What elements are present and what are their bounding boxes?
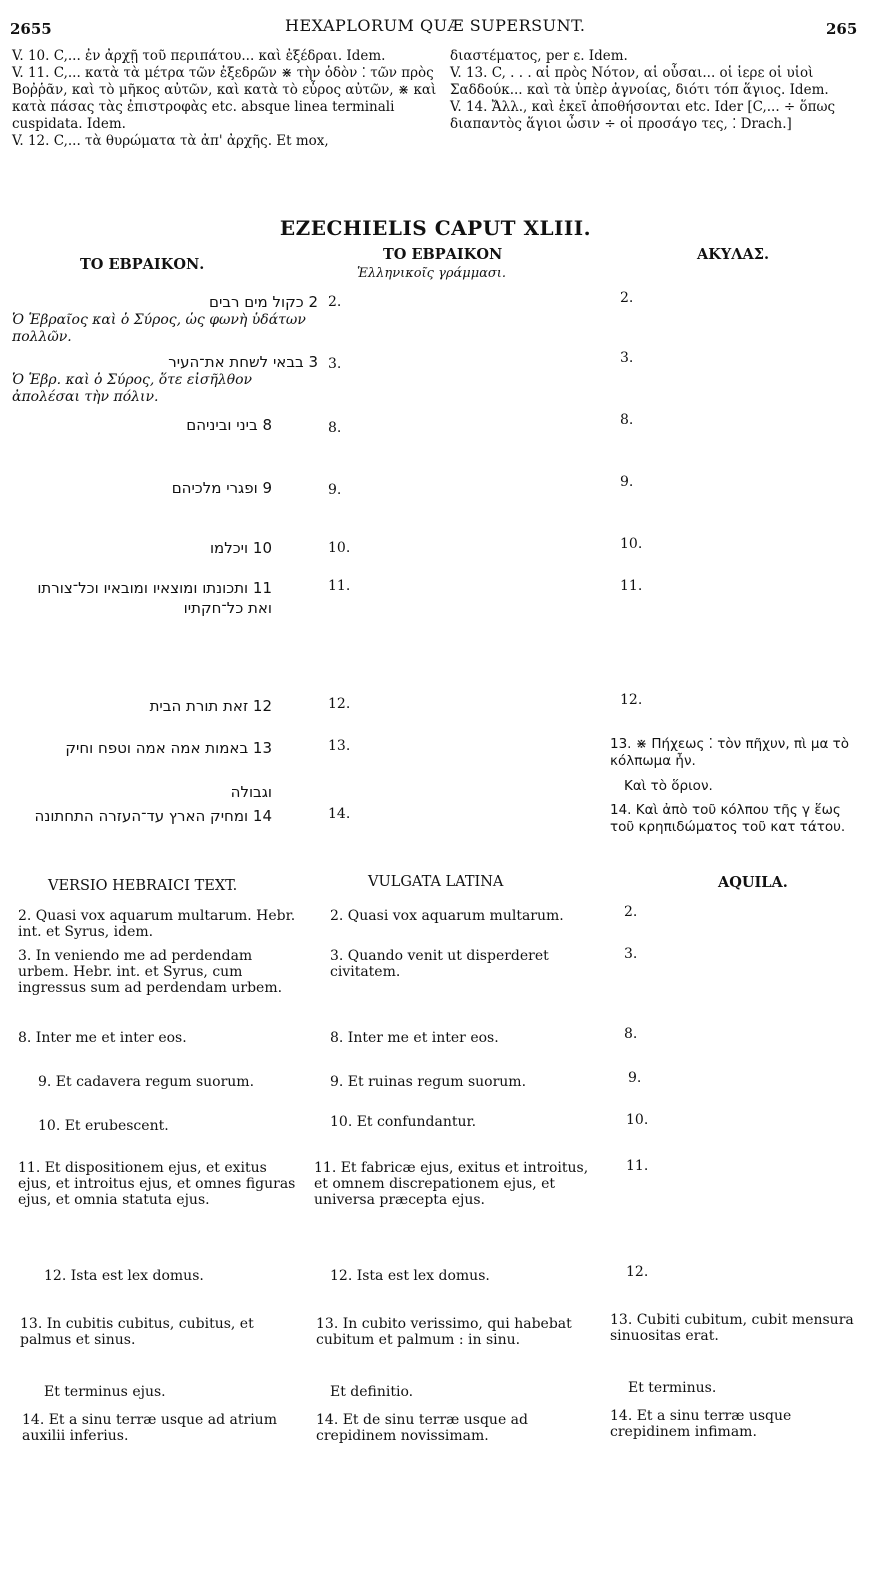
lower-row-13b-col1: Et terminus ejus. bbox=[44, 1384, 166, 1400]
upper-row-10-col3: 10. bbox=[620, 536, 643, 552]
upper-row-10-hebrew: 10 ויכלמו bbox=[209, 539, 272, 557]
lower-row-14-col3: 14. Et a sinu terræ usque crepidinem infimam. bbox=[610, 1408, 792, 1440]
lower-row-2-col3: 2. bbox=[624, 904, 638, 920]
note-v14: V. 14. Ἄλλ., καὶ ἐκεῖ ἀποθήσονται etc. Ider [C,... ÷ ὅπως διαπαντὸς ἅγιοι ὦσιν ÷ οἱ προσάγο τες, ⁚ Drach.] bbox=[450, 99, 836, 132]
lower-row-9-col1: 9. Et cadavera regum suorum. bbox=[38, 1074, 255, 1090]
upper-row-9-col3: 9. bbox=[620, 474, 634, 490]
upper-row-8-col2: 8. bbox=[328, 420, 342, 436]
lower-row-11-col3: 11. bbox=[626, 1158, 649, 1174]
hebrew-text: 3 בבאי לשחת את־העיר bbox=[168, 353, 318, 371]
upper-row-12-col3: 12. bbox=[620, 692, 643, 708]
lower-row-8-col1: 8. Inter me et inter eos. bbox=[18, 1030, 187, 1046]
upper-row-12-col2: 12. bbox=[328, 696, 351, 712]
lower-row-10-col3: 10. bbox=[626, 1112, 649, 1128]
note-v11: V. 11. C,... κατὰ τὰ μέτρα τῶν ἐξεδρῶν ⋇ τὴν ὁδὸν ⁚ τῶν πρὸς Βοῤῥᾶν, καὶ τὸ μῆκος αὐτῶν, καὶ κατὰ τὸ εὖρος αὐτῶν, ⋇ καὶ κατὰ πάσας τὰς ἐπιστροφὰς etc. absque linea terminali cuspidata. Idem. bbox=[12, 65, 437, 132]
header-vulgata: VULGATA LATINA bbox=[368, 874, 504, 890]
upper-row-13b-col3: Καὶ τὸ ὅριον. bbox=[624, 778, 713, 794]
upper-row-11-col2: 11. bbox=[328, 578, 351, 594]
top-notes-left bbox=[12, 48, 440, 150]
header-aquila-greek: ΑΚΥΛΑΣ. bbox=[697, 246, 770, 263]
greek-note: Ὁ Ἑβραῖος καὶ ὁ Σύρος, ὡς φωνὴ ὑδάτων πολλῶν. bbox=[12, 312, 306, 345]
header-versio: VERSIO HEBRAICI TEXT. bbox=[48, 878, 238, 894]
page-number-left: 2655 bbox=[10, 20, 52, 38]
upper-row-11-hebrew: 11 ותכונתו ומוצאיו ומובאיו וכל־צורתו ואת כל־חקתיו bbox=[37, 579, 272, 617]
lower-row-11-col1: 11. Et dispositionem ejus, et exitus ejus, et introitus ejus, et omnes figuras ejus, et omnia statuta ejus. bbox=[18, 1160, 296, 1208]
lower-row-12-col2: 12. Ista est lex domus. bbox=[330, 1268, 490, 1284]
page-number-right: 265 bbox=[826, 20, 858, 38]
lower-row-9-col2: 9. Et ruinas regum suorum. bbox=[330, 1074, 527, 1090]
upper-row-8-col3: 8. bbox=[620, 412, 634, 428]
lower-row-3-col2: 3. Quando venit ut disperderet civitatem. bbox=[330, 948, 549, 980]
upper-row-3-col3: 3. bbox=[620, 350, 634, 366]
upper-row-9-col2: 9. bbox=[328, 482, 342, 498]
note-v13: V. 13. C, . . . αἱ πρὸς Νότον, αἱ οὖσαι... οἱ ἱερε οἱ υἱοὶ Σαδδούκ... καὶ τὰ ὑπὲρ ἀγνοίας, διότι τόπ ἅγιος. Idem. bbox=[450, 65, 829, 98]
header-hebrew: ΤΟ ΕΒΡΑΙΚΟΝ. bbox=[80, 256, 205, 273]
upper-row-2-hebrew bbox=[12, 292, 318, 346]
lower-row-3-col3: 3. bbox=[624, 946, 638, 962]
upper-row-13-col2: 13. bbox=[328, 738, 351, 754]
upper-row-2-col2: 2. bbox=[328, 294, 342, 310]
lower-row-13-col1: 13. In cubitis cubitus, cubitus, et palmus et sinus. bbox=[20, 1316, 254, 1348]
top-notes-right bbox=[450, 48, 860, 133]
upper-row-3-hebrew bbox=[12, 352, 318, 406]
upper-row-14-col3: 14. Καὶ ἀπὸ τοῦ κόλπου τῆς γ ἕως τοῦ κρηπιδώματος τοῦ κατ τάτου. bbox=[610, 802, 846, 835]
lower-row-10-col2: 10. Et confundantur. bbox=[330, 1114, 477, 1130]
lower-row-13b-col3: Et terminus. bbox=[628, 1380, 717, 1396]
lower-row-2-col1: 2. Quasi vox aquarum multarum. Hebr. int. et Syrus, idem. bbox=[18, 908, 296, 940]
upper-row-12-hebrew: 12 זאת תורת הבית bbox=[149, 697, 272, 715]
lower-row-10-col1: 10. Et erubescent. bbox=[38, 1118, 169, 1134]
upper-row-14-hebrew: 14 ומחיק הארץ עד־העזרה התחתונה bbox=[34, 807, 272, 825]
lower-row-3-col1: 3. In veniendo me ad perdendam urbem. Hebr. int. et Syrus, cum ingressus sum ad perdendam urbem. bbox=[18, 948, 283, 996]
upper-row-13-hebrew: 13 באמות אמה אמה וטפח וחיק bbox=[65, 739, 272, 757]
lower-row-8-col3: 8. bbox=[624, 1026, 638, 1042]
lower-row-12-col1: 12. Ista est lex domus. bbox=[44, 1268, 204, 1284]
lower-row-13b-col2: Et definitio. bbox=[330, 1384, 414, 1400]
header-hebrew-greek: ΤΟ ΕΒΡΑΙΚΟΝ bbox=[383, 246, 503, 263]
upper-row-9-hebrew: 9 ופגרי מלכיהם bbox=[171, 479, 272, 497]
upper-row-11-col3: 11. bbox=[620, 578, 643, 594]
lower-row-2-col2: 2. Quasi vox aquarum multarum. bbox=[330, 908, 564, 924]
lower-row-14-col2: 14. Et de sinu terræ usque ad crepidinem novissimam. bbox=[316, 1412, 528, 1444]
header-aquila-latin: AQUILA. bbox=[718, 874, 788, 891]
upper-row-3-col2: 3. bbox=[328, 356, 342, 372]
upper-row-14-col2: 14. bbox=[328, 806, 351, 822]
upper-row-2-col3: 2. bbox=[620, 290, 634, 306]
note-v12: V. 12. C,... τὰ θυρώματα τὰ ἀπ' ἀρχῆς. Et mox, bbox=[12, 133, 329, 149]
upper-row-13b-hebrew: וגבולה bbox=[230, 783, 272, 801]
lower-row-14-col1: 14. Et a sinu terræ usque ad atrium auxilii inferius. bbox=[22, 1412, 277, 1444]
lower-row-9-col3: 9. bbox=[628, 1070, 642, 1086]
lower-row-8-col2: 8. Inter me et inter eos. bbox=[330, 1030, 499, 1046]
note-diastematos: διαστέματος, per ε. Idem. bbox=[450, 48, 628, 64]
lower-row-13-col3: 13. Cubiti cubitum, cubit mensura sinuositas erat. bbox=[610, 1312, 854, 1344]
lower-row-11-col2: 11. Et fabricæ ejus, exitus et introitus, et omnem discrepationem ejus, et universa præcepta ejus. bbox=[314, 1160, 589, 1208]
upper-row-13-col3: 13. ⋇ Πήχεως ⁚ τὸν πῆχυν, πὶ μα τὸ κόλπωμα ἦν. bbox=[610, 736, 850, 769]
greek-note: Ὁ Ἑβρ. καὶ ὁ Σύρος, ὅτε εἰσῆλθον ἀπολέσαι τὴν πόλιν. bbox=[12, 372, 253, 405]
header-hebrew-greek-sub: Ἑλληνικοῖς γράμμασι. bbox=[357, 266, 507, 281]
running-title: HEXAPLORUM QUÆ SUPERSUNT. bbox=[285, 16, 586, 35]
upper-row-10-col2: 10. bbox=[328, 540, 351, 556]
note-v10: V. 10. C,... ἐν ἀρχῇ τοῦ περιπάτου... καὶ ἐξέδραι. Idem. bbox=[12, 48, 386, 64]
upper-row-8-hebrew: 8 ביני וביניהם bbox=[186, 416, 272, 434]
hebrew-text: 2 כקול מים רבים bbox=[209, 293, 318, 311]
chapter-title: EZECHIELIS CAPUT XLIII. bbox=[279, 216, 592, 240]
lower-row-12-col3: 12. bbox=[626, 1264, 649, 1280]
lower-row-13-col2: 13. In cubito verissimo, qui habebat cubitum et palmum : in sinu. bbox=[316, 1316, 572, 1348]
